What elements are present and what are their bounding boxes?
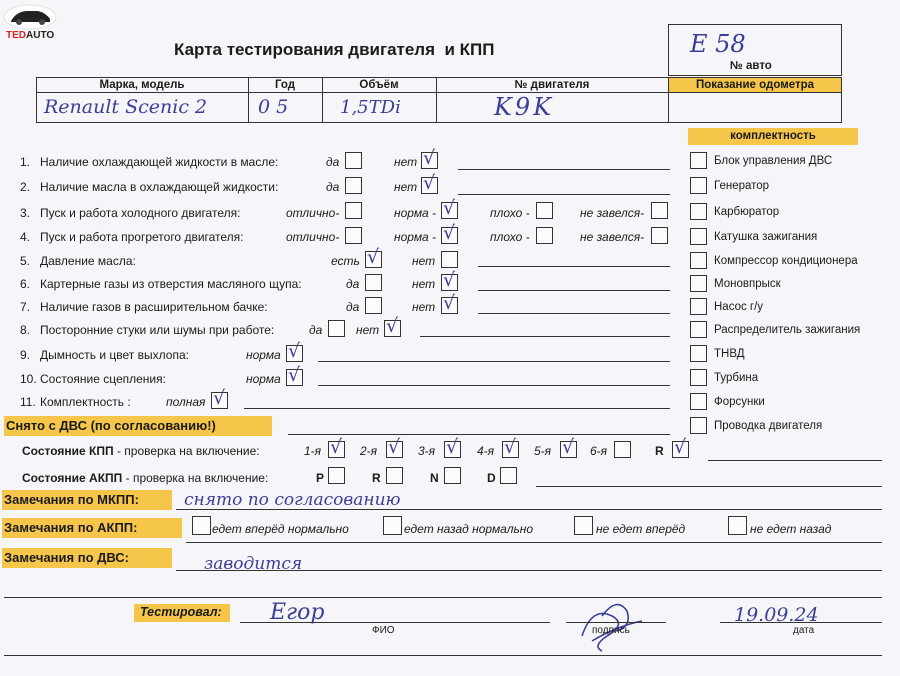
- q6-note-line: [478, 290, 670, 291]
- q4-opt-normal: норма -: [394, 230, 437, 244]
- fio-label: ФИО: [372, 625, 395, 636]
- tested-label: Тестировал:: [140, 605, 222, 619]
- kpp-gear-checkbox[interactable]: [560, 436, 577, 458]
- volume-value: 1,5TDi: [340, 97, 401, 118]
- q3-opt-bad: плохо -: [490, 206, 530, 220]
- bottom-line: [4, 655, 882, 656]
- kit-item-label: Распределитель зажигания: [714, 324, 861, 336]
- akpp-note-line: [536, 486, 882, 487]
- q4-nostart-checkbox[interactable]: [651, 227, 668, 244]
- checkmark: √: [423, 172, 436, 194]
- akpp-opt-no-forward: не едет вперёд: [596, 522, 686, 536]
- brand-value: Renault Scenic 2: [44, 96, 208, 118]
- akpp-mode-label: N: [430, 471, 439, 485]
- q3-text: Пуск и работа холодного двигателя:: [40, 206, 241, 220]
- kit-item-label: Проводка двигателя: [714, 420, 823, 432]
- q6-no-checkbox[interactable]: [441, 269, 458, 291]
- akpp-label-bold: Состояние АКПП: [22, 471, 123, 485]
- q1-opt-yes: да: [326, 155, 340, 169]
- q8-num: 8.: [20, 323, 31, 337]
- q5-opt-yes: есть: [331, 254, 360, 268]
- checkmark: √: [446, 436, 459, 458]
- q9-note-line: [318, 361, 670, 362]
- q9-normal-checkbox[interactable]: [286, 340, 303, 362]
- q4-opt-nostart: не завелся-: [580, 230, 645, 244]
- akpp-mode-label: R: [372, 471, 381, 485]
- kit-item-checkbox[interactable]: [690, 203, 707, 220]
- q7-text: Наличие газов в расширительном бачке:: [40, 300, 268, 314]
- q1-text: Наличие охлаждающей жидкости в масле:: [40, 155, 279, 169]
- q6-opt-yes: да: [346, 277, 360, 291]
- kit-item-checkbox[interactable]: [690, 252, 707, 269]
- q10-normal-checkbox[interactable]: [286, 364, 303, 386]
- kit-item-label: Карбюратор: [714, 206, 780, 218]
- checkmark: √: [288, 364, 301, 386]
- kpp-gear-label: 6-я: [590, 444, 608, 458]
- q8-text: Посторонние стуки или шумы при работе:: [40, 323, 275, 337]
- akpp-mode-label: P: [316, 471, 325, 485]
- akpp-mode-label: D: [487, 471, 496, 485]
- logo-text-red: TED: [6, 30, 26, 41]
- q9-opt-normal: норма: [246, 348, 281, 362]
- q3-nostart-checkbox[interactable]: [651, 202, 668, 219]
- checkmark: √: [213, 387, 226, 409]
- q11-opt-full: полная: [166, 395, 206, 409]
- q7-no-checkbox[interactable]: [441, 292, 458, 314]
- q3-bad-checkbox[interactable]: [536, 202, 553, 219]
- checkmark: √: [423, 147, 436, 169]
- kit-item-label: Блок управления ДВС: [714, 155, 833, 167]
- q7-opt-no: нет: [412, 300, 436, 314]
- q3-opt-normal: норма -: [394, 206, 437, 220]
- sign-line: [566, 622, 666, 623]
- kit-item-label: Насос г/у: [714, 301, 764, 313]
- kit-item-label: Форсунки: [714, 396, 765, 408]
- q8-note-line: [420, 336, 670, 337]
- q2-note-line: [458, 194, 670, 195]
- q7-opt-yes: да: [346, 300, 360, 314]
- checkmark: √: [443, 292, 456, 314]
- akpp-remarks-line: [186, 542, 882, 543]
- akpp-no-backward-checkbox[interactable]: [728, 516, 747, 535]
- checkmark: √: [386, 315, 399, 337]
- q5-opt-no: нет: [412, 254, 436, 268]
- removed-note-line: [288, 434, 670, 435]
- q1-opt-no: нет: [394, 155, 418, 169]
- kit-item-label: Турбина: [714, 372, 759, 384]
- tested-value: Егор: [270, 600, 325, 625]
- kit-item-checkbox[interactable]: [690, 369, 707, 386]
- q1-note-line: [458, 169, 670, 170]
- akpp-remarks-label: Замечания по АКПП:: [4, 520, 138, 535]
- year-header: Год: [274, 79, 296, 91]
- date-value: 19.09.24: [734, 604, 819, 626]
- q11-text: Комплектность :: [40, 395, 131, 409]
- kpp-gear-label: 2-я: [360, 444, 378, 458]
- kit-item-label: Моновпрыск: [714, 278, 781, 290]
- kit-item-label: Катушка зажигания: [714, 231, 818, 243]
- kit-item-checkbox[interactable]: [690, 321, 707, 338]
- tedauto-logo: [2, 2, 58, 52]
- q10-num: 10.: [20, 372, 37, 386]
- akpp-mode-checkbox[interactable]: [444, 467, 461, 484]
- year-value: 05: [258, 96, 295, 118]
- kpp-label: [22, 444, 260, 458]
- q10-note-line: [318, 385, 670, 386]
- kit-item-checkbox[interactable]: [690, 345, 707, 362]
- akpp-mode-checkbox[interactable]: [500, 467, 517, 484]
- kpp-gear-checkbox[interactable]: [672, 436, 689, 458]
- q6-yes-checkbox[interactable]: [365, 274, 382, 291]
- q9-num: 9.: [20, 348, 31, 362]
- kpp-gear-checkbox[interactable]: [444, 436, 461, 458]
- q2-num: 2.: [20, 180, 31, 194]
- kpp-gear-label: 3-я: [418, 444, 436, 458]
- q1-num: 1.: [20, 155, 31, 169]
- q9-text: Дымность и цвет выхлопа:: [40, 348, 189, 362]
- q11-num: 11.: [20, 395, 36, 409]
- q6-text: Картерные газы из отверстия масляного щупа:: [40, 277, 302, 291]
- q1-no-checkbox[interactable]: [421, 147, 438, 169]
- car-icon: [2, 4, 58, 30]
- kpp-label-bold: Состояние КПП: [22, 444, 114, 458]
- mkpp-line: [176, 509, 882, 510]
- checkmark: √: [562, 436, 575, 458]
- kit-item-checkbox[interactable]: [690, 177, 707, 194]
- q2-opt-no: нет: [394, 180, 418, 194]
- q7-num: 7.: [20, 300, 31, 314]
- car-number-label: № авто: [730, 60, 772, 72]
- q2-opt-yes: да: [326, 180, 340, 194]
- q10-opt-normal: норма: [246, 372, 281, 386]
- kit-item-checkbox[interactable]: [690, 152, 707, 169]
- q8-opt-no: нет: [356, 323, 380, 337]
- kpp-gear-label: 1-я: [304, 444, 322, 458]
- logo-text-black: AUTO: [26, 30, 55, 41]
- akpp-label-rest: - проверка на включение:: [122, 471, 269, 485]
- checkmark: √: [674, 436, 687, 458]
- akpp-label: [22, 471, 268, 485]
- akpp-opt-no-backward: не едет назад: [750, 522, 832, 536]
- q6-num: 6.: [20, 277, 31, 291]
- q2-text: Наличие масла в охлаждающей жидкости:: [40, 180, 279, 194]
- mkpp-remarks-value: снято по согласованию: [184, 490, 401, 510]
- checkmark: √: [367, 246, 380, 268]
- car-number-value: E 58: [690, 30, 746, 58]
- q4-opt-excellent: отлично-: [286, 230, 340, 244]
- q3-opt-nostart: не завелся-: [580, 206, 645, 220]
- kit-item-label: Компрессор кондиционера: [714, 255, 858, 267]
- engine-header: № двигателя: [514, 79, 590, 91]
- q6-opt-no: нет: [412, 277, 436, 291]
- odometer-header: Показание одометра: [696, 79, 814, 91]
- brand-header: Марка, модель: [99, 79, 185, 91]
- kpp-gear-checkbox[interactable]: [328, 436, 345, 458]
- kit-item-checkbox[interactable]: [690, 275, 707, 292]
- sign-label: подпись: [592, 625, 630, 636]
- checkmark: √: [288, 340, 301, 362]
- fio-line: [240, 622, 550, 623]
- q3-normal-checkbox[interactable]: [441, 197, 458, 219]
- kpp-gear-label: R: [655, 444, 664, 458]
- q5-note-line: [478, 266, 670, 267]
- dvs-line-2: [4, 597, 882, 598]
- kpp-gear-label: 5-я: [534, 444, 552, 458]
- akpp-forward-ok-checkbox[interactable]: [192, 516, 211, 535]
- akpp-mode-checkbox[interactable]: [386, 467, 403, 484]
- q4-excellent-checkbox[interactable]: [345, 227, 362, 244]
- q10-text: Состояние сцепления:: [40, 372, 166, 386]
- removed-label: Снято с ДВС (по согласованию!): [6, 418, 216, 433]
- dvs-line-1: [176, 570, 882, 571]
- kpp-gear-checkbox[interactable]: [614, 441, 631, 458]
- kit-item-checkbox[interactable]: [690, 228, 707, 245]
- q3-excellent-checkbox[interactable]: [345, 202, 362, 219]
- kpp-note-line: [708, 460, 882, 461]
- q2-no-checkbox[interactable]: [421, 172, 438, 194]
- q2-yes-checkbox[interactable]: [345, 177, 362, 194]
- q7-yes-checkbox[interactable]: [365, 297, 382, 314]
- kpp-gear-checkbox[interactable]: [386, 436, 403, 458]
- kit-title: комплектность: [730, 130, 816, 142]
- q5-yes-checkbox[interactable]: [365, 246, 382, 268]
- checkmark: √: [443, 197, 456, 219]
- checkmark: √: [443, 269, 456, 291]
- checkmark: √: [504, 436, 517, 458]
- q11-note-line: [244, 408, 670, 409]
- mkpp-remarks-label: Замечания по МКПП:: [4, 492, 139, 507]
- akpp-no-forward-checkbox[interactable]: [574, 516, 593, 535]
- checkmark: √: [388, 436, 401, 458]
- q5-text: Давление масла:: [40, 254, 136, 268]
- q8-no-checkbox[interactable]: [384, 315, 401, 337]
- q5-num: 5.: [20, 254, 31, 268]
- q4-num: 4.: [20, 230, 31, 244]
- checkmark: √: [330, 436, 343, 458]
- akpp-mode-checkbox[interactable]: [328, 467, 345, 484]
- kit-item-label: ТНВД: [714, 348, 745, 360]
- q3-num: 3.: [20, 206, 31, 220]
- volume-header: Объём: [359, 79, 399, 91]
- kit-item-label: Генератор: [714, 180, 770, 192]
- q5-no-checkbox[interactable]: [441, 251, 458, 268]
- date-label: дата: [793, 625, 815, 636]
- akpp-opt-forward-ok: едет вперёд нормально: [212, 522, 349, 536]
- q8-opt-yes: да: [309, 323, 323, 337]
- akpp-backward-ok-checkbox[interactable]: [383, 516, 402, 535]
- q11-full-checkbox[interactable]: [211, 387, 228, 409]
- checkmark: √: [443, 222, 456, 244]
- kpp-label-rest: - проверка на включение:: [113, 444, 260, 458]
- q8-yes-checkbox[interactable]: [328, 320, 345, 337]
- page-title: Карта тестирования двигателя и КПП: [174, 40, 495, 59]
- q4-bad-checkbox[interactable]: [536, 227, 553, 244]
- q4-normal-checkbox[interactable]: [441, 222, 458, 244]
- kit-item-checkbox[interactable]: [690, 393, 707, 410]
- date-line: [720, 622, 882, 623]
- kpp-gear-checkbox[interactable]: [502, 436, 519, 458]
- dvs-remarks-label: Замечания по ДВС:: [4, 550, 129, 565]
- akpp-opt-backward-ok: едет назад нормально: [404, 522, 534, 536]
- q1-yes-checkbox[interactable]: [345, 152, 362, 169]
- kit-item-checkbox[interactable]: [690, 298, 707, 315]
- kit-item-checkbox[interactable]: [690, 417, 707, 434]
- q4-text: Пуск и работа прогретого двигателя:: [40, 230, 244, 244]
- q7-note-line: [478, 313, 670, 314]
- dvs-remarks-value: заводится: [204, 554, 303, 574]
- engine-value: K9K: [494, 93, 555, 121]
- table-row-divider: [36, 92, 842, 93]
- q3-opt-excellent: отлично-: [286, 206, 340, 220]
- q4-opt-bad: плохо -: [490, 230, 530, 244]
- kpp-gear-label: 4-я: [477, 444, 495, 458]
